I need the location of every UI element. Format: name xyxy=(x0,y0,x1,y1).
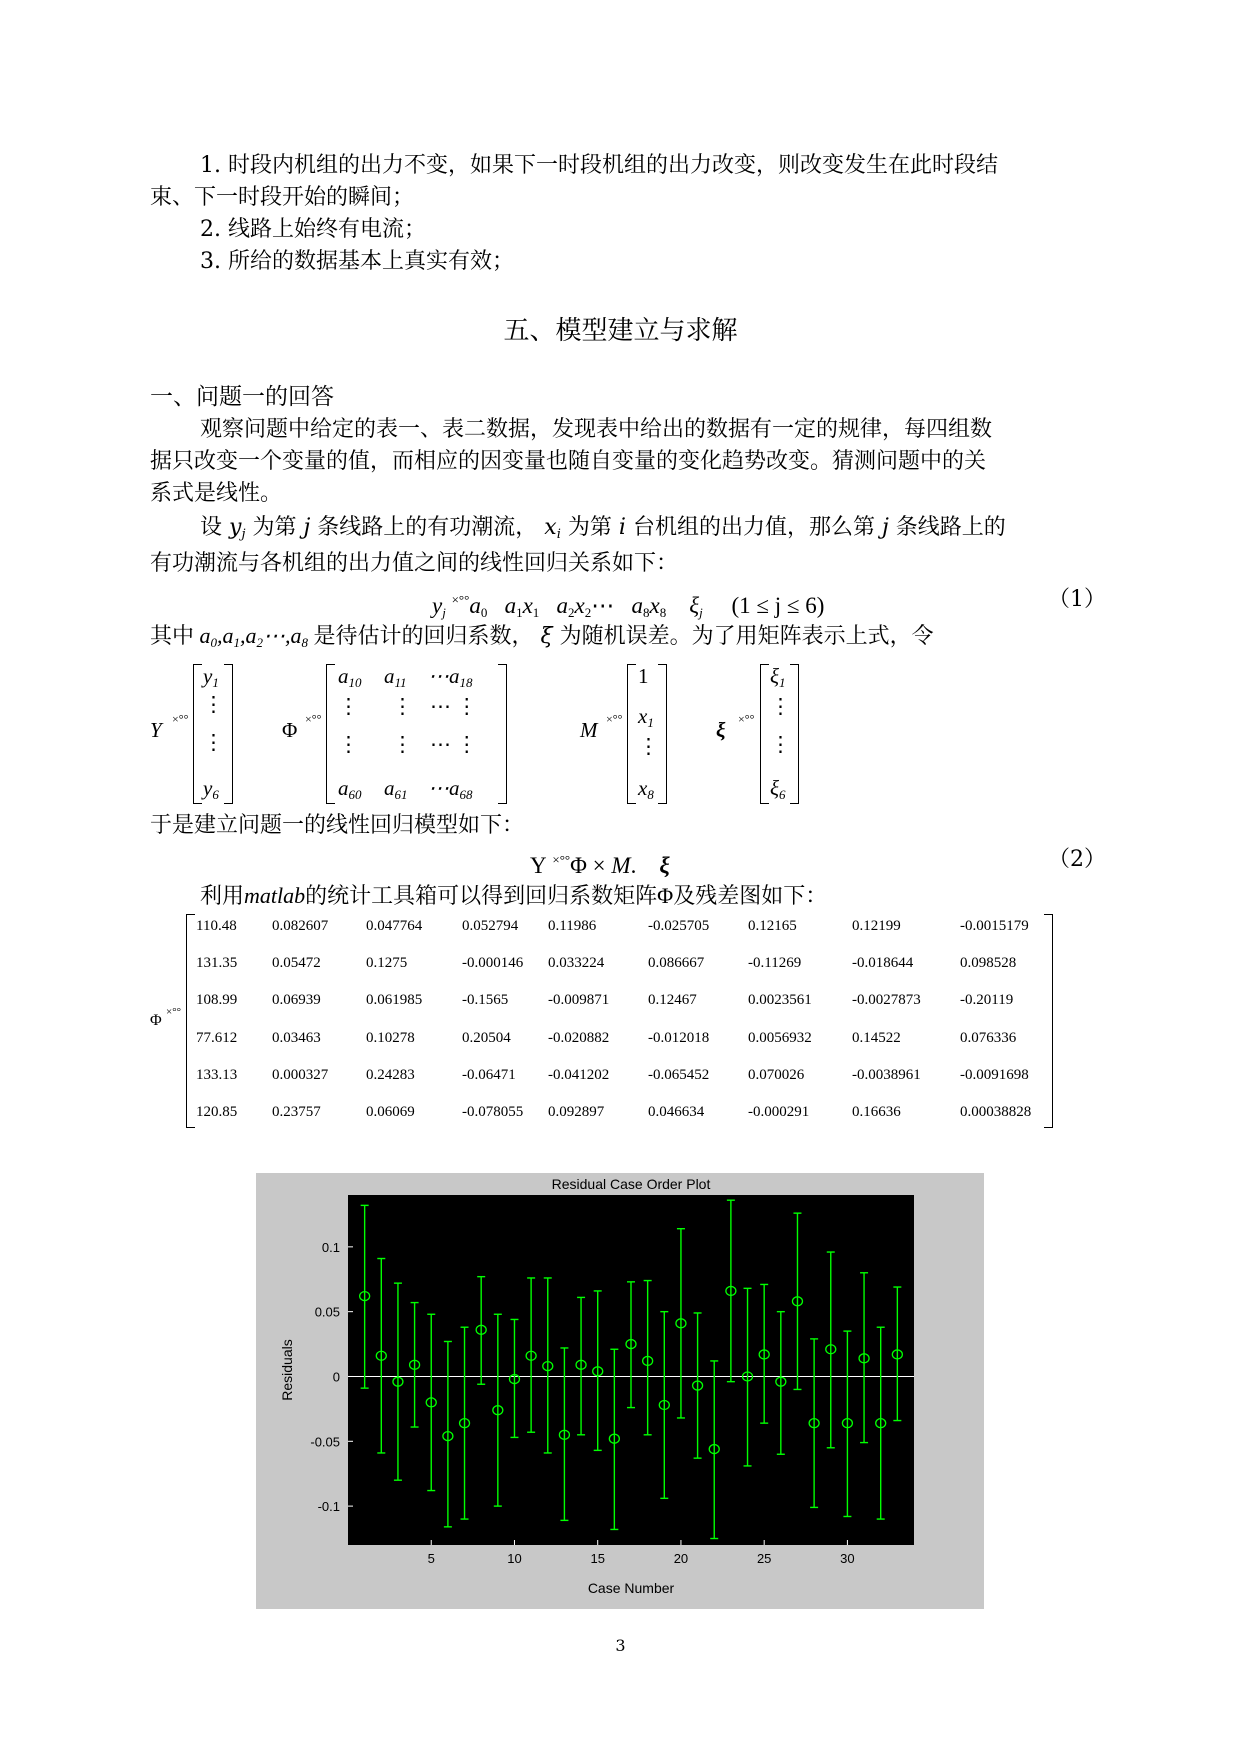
phi-cell: 0.12165 xyxy=(748,918,797,934)
assumption-2: 2. 线路上始终有电流； xyxy=(200,217,426,242)
phi-cell: 108.99 xyxy=(196,992,238,1008)
phi-cell: 0.00038828 xyxy=(960,1104,1032,1120)
definition-line-1 xyxy=(200,514,1006,549)
x-tick-label: 30 xyxy=(840,1551,855,1566)
x-tick-label: 15 xyxy=(590,1551,605,1566)
phi-cell: -0.078055 xyxy=(462,1104,524,1120)
phi-cell: -0.000291 xyxy=(748,1104,810,1120)
phi-cell: 0.12467 xyxy=(648,992,697,1008)
matlab-line xyxy=(200,882,827,911)
phi-cell: 0.03463 xyxy=(272,1030,321,1046)
phi-cell: 0.046634 xyxy=(648,1104,705,1120)
x-tick-label: 10 xyxy=(507,1551,522,1566)
phi-cell: 0.11986 xyxy=(548,918,597,934)
y-axis-label: Residuals xyxy=(279,1339,295,1401)
text-suiji: 为随机误差。为了用矩阵表示上式，令 xyxy=(559,624,934,649)
phi-cell: 0.098528 xyxy=(960,955,1017,971)
phi-cell: -0.0027873 xyxy=(852,992,921,1008)
y-tick-label: -0.05 xyxy=(310,1434,340,1450)
y-tick-label: 0.1 xyxy=(321,1239,340,1255)
phi-cell: 120.85 xyxy=(196,1104,238,1120)
phi-cell: 133.13 xyxy=(196,1067,238,1083)
phi-cell: 0.20504 xyxy=(462,1030,511,1046)
observation-line-2: 据只改变一个变量的值，而相应的因变量也随自变量的变化趋势改变。猜测问题中的关 xyxy=(150,449,987,474)
x-tick-label: 25 xyxy=(756,1551,772,1566)
x-tick-label: 20 xyxy=(673,1551,689,1566)
phi-cell: 77.612 xyxy=(196,1030,238,1046)
phi-cell: 0.092897 xyxy=(548,1104,605,1120)
equation-1: $y_j$ $^{\times^\circ^\circ}a_0$ $a_1x_1$ $a_2x_2\cdots$ $a_8x_8$ $\xi_j$ (1 ≤ j ≤ 6) xyxy=(432,592,825,620)
text-qizhong: 其中 xyxy=(150,624,195,649)
x-axis-label: Case Number xyxy=(587,1580,675,1596)
phi-cell: 0.16636 xyxy=(852,1104,901,1120)
residual-plot xyxy=(256,1173,984,1609)
subsection-title: 一、问题一的回答 xyxy=(150,384,334,410)
phi-symbol-inline: Φ xyxy=(657,883,674,908)
text-cancha: 及残差图如下： xyxy=(673,884,828,909)
text-huigui: 是待估计的回归系数， xyxy=(313,624,534,649)
equation-2-number: （2） xyxy=(1048,847,1106,872)
phi-matrix-label: Φ xyxy=(150,1012,162,1029)
phi-cell: 0.047764 xyxy=(366,918,423,934)
model-intro: 于是建立问题一的线性回归模型如下： xyxy=(150,813,525,838)
phi-cell: -0.018644 xyxy=(852,955,914,971)
phi-cell: 0.24283 xyxy=(366,1067,415,1083)
observation-line-3: 系式是线性。 xyxy=(150,481,283,506)
phi-cell: 0.10278 xyxy=(366,1030,415,1046)
phi-cell: 0.0056932 xyxy=(748,1030,812,1046)
phi-cell: 131.35 xyxy=(196,955,238,971)
phi-cell: -0.20119 xyxy=(960,992,1014,1008)
text-liyong: 利用 xyxy=(200,884,245,909)
text-tiaoxianlushang: 条线路上的 xyxy=(895,515,1006,540)
phi-cell: -0.06471 xyxy=(462,1067,516,1083)
var-yj: $y_j$ xyxy=(222,515,246,542)
phi-cell: 0.033224 xyxy=(548,955,605,971)
phi-cell: 0.061985 xyxy=(366,992,423,1008)
phi-cell: 0.12199 xyxy=(852,918,901,934)
equation-2: Y ×°°Φ × M. ξ xyxy=(530,852,670,878)
x-tick-label: 5 xyxy=(427,1551,435,1566)
phi-cell: 0.06939 xyxy=(272,992,321,1008)
y-tick-label: -0.1 xyxy=(317,1499,340,1515)
phi-cell: 0.14522 xyxy=(852,1030,901,1046)
phi-cell: 0.076336 xyxy=(960,1030,1017,1046)
page-number: 3 xyxy=(615,1636,626,1655)
observation-line-1: 观察问题中给定的表一、表二数据，发现表中给出的数据有一定的规律，每四组数 xyxy=(200,417,993,442)
phi-cell: -0.025705 xyxy=(648,918,710,934)
text-she: 设 xyxy=(200,515,223,540)
phi-cell: -0.020882 xyxy=(548,1030,610,1046)
phi-cell: -0.065452 xyxy=(648,1067,710,1083)
phi-cell: 0.0023561 xyxy=(748,992,812,1008)
var-xi: $x_i$ xyxy=(537,515,561,542)
phi-cell: 0.06069 xyxy=(366,1104,415,1120)
section-title: 五、模型建立与求解 xyxy=(503,316,738,346)
text-tongji: 的统计工具箱可以得到回归系数矩阵 xyxy=(305,884,658,909)
assumption-3: 3. 所给的数据基本上真实有效； xyxy=(200,249,514,274)
phi-cell: -0.012018 xyxy=(648,1030,710,1046)
phi-cell: 0.05472 xyxy=(272,955,321,971)
phi-cell: 0.052794 xyxy=(462,918,519,934)
phi-cell: 0.000327 xyxy=(272,1067,329,1083)
text-taijizu: 台机组的出力值，那么第 xyxy=(632,515,875,540)
phi-cell: 0.23757 xyxy=(272,1104,321,1120)
var-i: i xyxy=(611,515,633,540)
phi-cell: 0.086667 xyxy=(648,955,705,971)
phi-cell: 0.082607 xyxy=(272,918,329,934)
assumption-1: 1. 时段内机组的出力不变，如果下一时段机组的出力改变，则改变发生在此时段结 xyxy=(200,153,998,178)
phi-cell: -0.0038961 xyxy=(852,1067,921,1083)
phi-cell: -0.041202 xyxy=(548,1067,610,1083)
y-tick-label: 0.05 xyxy=(314,1304,340,1320)
equation-1-range: (1 ≤ j ≤ 6) xyxy=(731,593,825,618)
phi-cell: -0.1565 xyxy=(462,992,509,1008)
phi-cell: 0.1275 xyxy=(366,955,408,971)
var-j-2: j xyxy=(874,515,896,540)
phi-cell: -0.000146 xyxy=(462,955,524,971)
definition-line-2: 有功潮流与各机组的出力值之间的线性回归关系如下： xyxy=(150,551,679,576)
phi-cell: -0.11269 xyxy=(748,955,802,971)
phi-cell: -0.0091698 xyxy=(960,1067,1029,1083)
text-weidi: 为第 xyxy=(252,515,297,540)
text-weidi-2: 为第 xyxy=(567,515,612,540)
phi-cell: -0.009871 xyxy=(548,992,610,1008)
var-j: j xyxy=(296,515,318,540)
phi-cell: -0.0015179 xyxy=(960,918,1029,934)
matlab-word: matlab xyxy=(244,883,306,908)
where-line: 其中 $a_0,a_1,a_2\cdots,a_8$ 是待估计的回归系数， ξ 为随机误差。为了用矩阵表示上式，令 xyxy=(150,623,934,650)
phi-cell: 110.48 xyxy=(196,918,237,934)
text-tiaoxianlu: 条线路上的有功潮流， xyxy=(317,515,538,540)
equation-1-number: （1） xyxy=(1048,587,1106,612)
y-tick-label: 0 xyxy=(332,1369,340,1385)
chart-title: Residual Case Order Plot xyxy=(551,1176,711,1192)
phi-cell: 0.070026 xyxy=(748,1067,805,1083)
assumption-1-cont: 束、下一时段开始的瞬间； xyxy=(150,185,415,210)
